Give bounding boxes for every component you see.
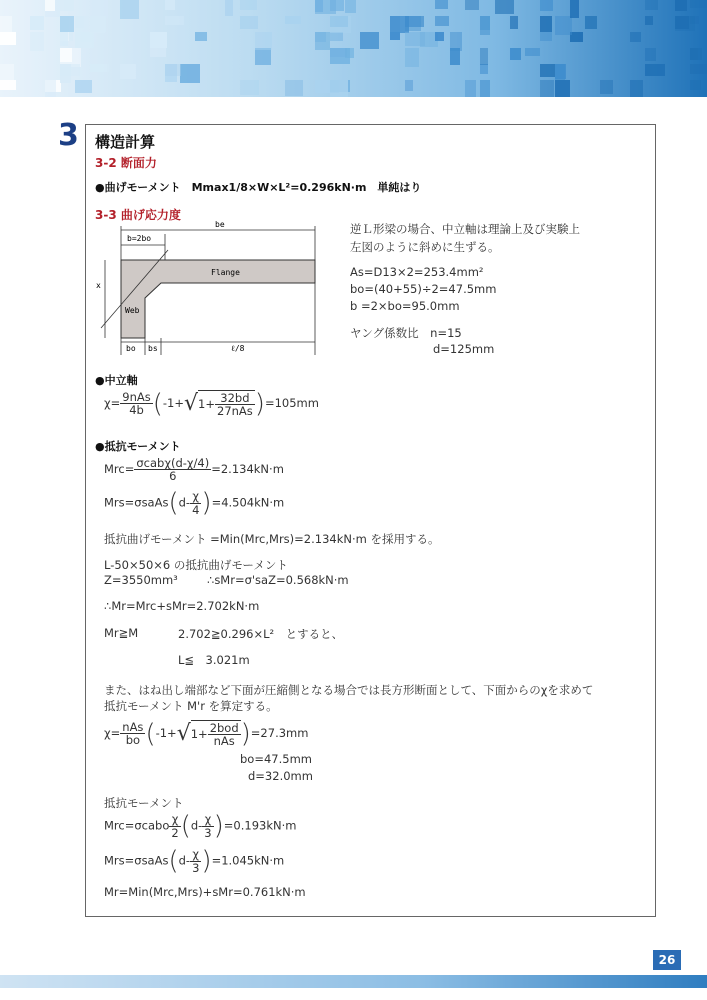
banner-tile (690, 80, 701, 90)
chapter-number: 3 (58, 118, 79, 153)
banner-tile (255, 32, 272, 50)
mrc-formula-1: Mrc= $\frac{\text{σcabχ(d-χ/4)}}{6}$ =2.134kN·m (104, 456, 284, 484)
note-line-2: 左図のように斜めに生ずる。 (350, 240, 500, 254)
label-x: x (96, 281, 101, 290)
banner-tile (465, 80, 476, 97)
banner-tile (285, 80, 303, 96)
banner-tile (630, 80, 643, 97)
banner-tile (315, 32, 330, 50)
banner-tile (525, 48, 540, 56)
banner-tile (120, 64, 136, 79)
banner-tile (645, 16, 653, 25)
label-web: Web (125, 306, 140, 315)
banner-tile (60, 32, 68, 46)
banner-tile (240, 80, 259, 95)
banner-tile (315, 80, 331, 93)
banner-tile (345, 0, 356, 13)
banner-tile (75, 32, 94, 48)
banner-tile (555, 80, 570, 97)
label-be: be (215, 220, 225, 229)
rect-d: d=32.0mm (248, 769, 313, 783)
mr-line: ∴Mr=Mrc+sMr=2.702kN·m (104, 599, 260, 613)
banner-tile (540, 0, 553, 11)
note-young: ヤング係数比 n=15 (350, 326, 462, 340)
rect-axis-formula: χ= $\frac{\text{nAs}}{bo}$ (-1+√1+ $\frac{\text{2bod}}{\text{nAs}}$ )=27.3mm (104, 718, 309, 749)
paragraph-line-2: 抵抗モーメント M'r を算定する。 (104, 699, 278, 713)
mrs-formula-1: Mrs=σsaAs(d- $\frac{\chi}{4}$ )=4.504kN·m (104, 488, 285, 518)
banner-tile (45, 0, 55, 11)
banner-tile (225, 0, 233, 16)
banner-tile (0, 80, 16, 90)
banner-tile (330, 16, 351, 33)
banner-tile (330, 0, 344, 11)
label-bo: bo (126, 344, 136, 353)
banner-tile (495, 0, 514, 14)
mr-final: Mr=Min(Mrc,Mrs)+sMr=0.761kN·m (104, 885, 306, 899)
banner-tile (480, 80, 490, 97)
banner-tile (90, 64, 107, 72)
label-bs: bs (148, 344, 158, 353)
banner-tile (285, 16, 301, 24)
banner-tile (0, 64, 14, 80)
banner-tile (480, 16, 490, 30)
note-as: As=D13×2=253.4mm² (350, 265, 484, 279)
banner-tile (675, 0, 687, 11)
banner-tile (60, 64, 80, 76)
smr-line: ∴sMr=σ'saZ=0.568kN·m (207, 573, 349, 587)
label-b-eq: b=2bo (127, 234, 152, 243)
banner-tile (690, 16, 699, 24)
banner-tile (390, 32, 400, 40)
neutral-axis-heading: ●中立軸 (95, 374, 138, 387)
banner-tile (30, 32, 44, 51)
L-result: L≦ 3.021m (178, 653, 250, 667)
banner-tile (405, 80, 413, 91)
banner-tile (435, 0, 448, 9)
neutral-axis-formula: χ= $\frac{\text{9nAs}}{4b}$ (-1+√1+ $\frac{32bd}{\text{27nAs}}$ )=105mm (104, 388, 319, 419)
banner-tile (330, 48, 347, 57)
banner-tile (330, 80, 348, 97)
header-banner (0, 0, 707, 97)
banner-tile (180, 64, 200, 83)
banner-tile (480, 48, 488, 65)
section-heading-3-2: 3-2 断面力 (95, 156, 157, 170)
banner-tile (555, 64, 565, 80)
rect-bo: bo=47.5mm (240, 752, 312, 766)
paragraph-line-1: また、はね出し端部など下面が圧縮側となる場合では長方形断面として、下面からのχを求めて (104, 683, 594, 697)
banner-tile (690, 64, 707, 74)
resist-heading-2: 抵抗モーメント (104, 796, 184, 810)
banner-tile (330, 32, 343, 41)
cross-section-diagram (93, 220, 325, 360)
banner-tile (645, 48, 656, 61)
banner-tile (405, 32, 425, 46)
banner-tile (645, 64, 665, 76)
banner-tile (435, 16, 449, 26)
banner-tile (75, 16, 89, 34)
banner-tile (540, 32, 552, 41)
banner-tile (150, 32, 167, 48)
banner-tile (630, 32, 641, 42)
banner-tile (555, 16, 572, 35)
banner-tile (165, 0, 175, 10)
chapter-title: 構造計算 (95, 133, 156, 151)
inequality-line: 2.702≧0.296×L² とすると、 (178, 627, 344, 641)
banner-tile (165, 16, 184, 25)
banner-tile (150, 48, 166, 57)
note-bo: bo=(40+55)÷2=47.5mm (350, 282, 497, 296)
banner-tile (510, 48, 521, 60)
banner-tile (450, 48, 460, 65)
banner-tile (120, 0, 139, 19)
mr-ge-label: Mr≧M (104, 626, 139, 640)
banner-tile (585, 16, 597, 29)
banner-tile (540, 16, 552, 32)
banner-tile (570, 0, 579, 18)
banner-tile (165, 64, 181, 76)
banner-tile (540, 80, 554, 97)
resisting-moment-heading: ●抵抗モーメント (95, 440, 181, 453)
banner-tile (255, 48, 271, 65)
banner-tile (195, 32, 207, 41)
footer-bar (0, 975, 707, 988)
adopt-line: 抵抗曲げモーメント =Min(Mrc,Mrs)=2.134kN·m を採用する。 (104, 532, 440, 546)
banner-tile (75, 80, 92, 93)
label-flange: Flange (211, 268, 240, 277)
mrc-formula-2: Mrc=σcabo $\frac{\chi}{2}$ (d- $\frac{\chi}{3}$ )=0.193kN·m (104, 811, 297, 841)
banner-tile (600, 80, 613, 94)
banner-tile (540, 64, 555, 77)
banner-tile (360, 32, 379, 49)
banner-tile (30, 16, 44, 30)
banner-tile (240, 0, 257, 10)
angle-line: L-50×50×6 の抵抗曲げモーメント (104, 558, 288, 572)
banner-tile (240, 16, 258, 29)
banner-tile (60, 0, 74, 11)
banner-tile (510, 16, 518, 29)
note-b: b =2×bo=95.0mm (350, 299, 460, 313)
banner-tile (0, 16, 12, 35)
banner-tile (690, 0, 707, 8)
page-number: 26 (653, 950, 681, 970)
banner-tile (465, 0, 479, 10)
z-line: Z=3550mm³ (104, 573, 178, 587)
note-line-1: 逆Ｌ形梁の場合、中立軸は理論上及び実験上 (350, 222, 580, 236)
banner-tile (405, 48, 419, 67)
note-d: d=125mm (433, 342, 495, 356)
banner-tile (90, 16, 106, 32)
label-l8: ℓ/8 (231, 344, 245, 353)
banner-tile (405, 16, 424, 27)
bending-moment-line: ●曲げモーメント Mmax1/8×W×L²=0.296kN·m 単純はり (95, 181, 422, 194)
banner-tile (60, 16, 74, 32)
banner-tile (45, 80, 56, 97)
banner-tile (480, 64, 488, 74)
banner-tile (690, 48, 702, 60)
section-heading-3-3: 3-3 曲げ応力度 (95, 208, 181, 222)
banner-tile (435, 32, 444, 41)
mrs-formula-2: Mrs=σsaAs(d- $\frac{\chi}{3}$ )=1.045kN·m (104, 846, 285, 876)
banner-tile (645, 0, 658, 10)
